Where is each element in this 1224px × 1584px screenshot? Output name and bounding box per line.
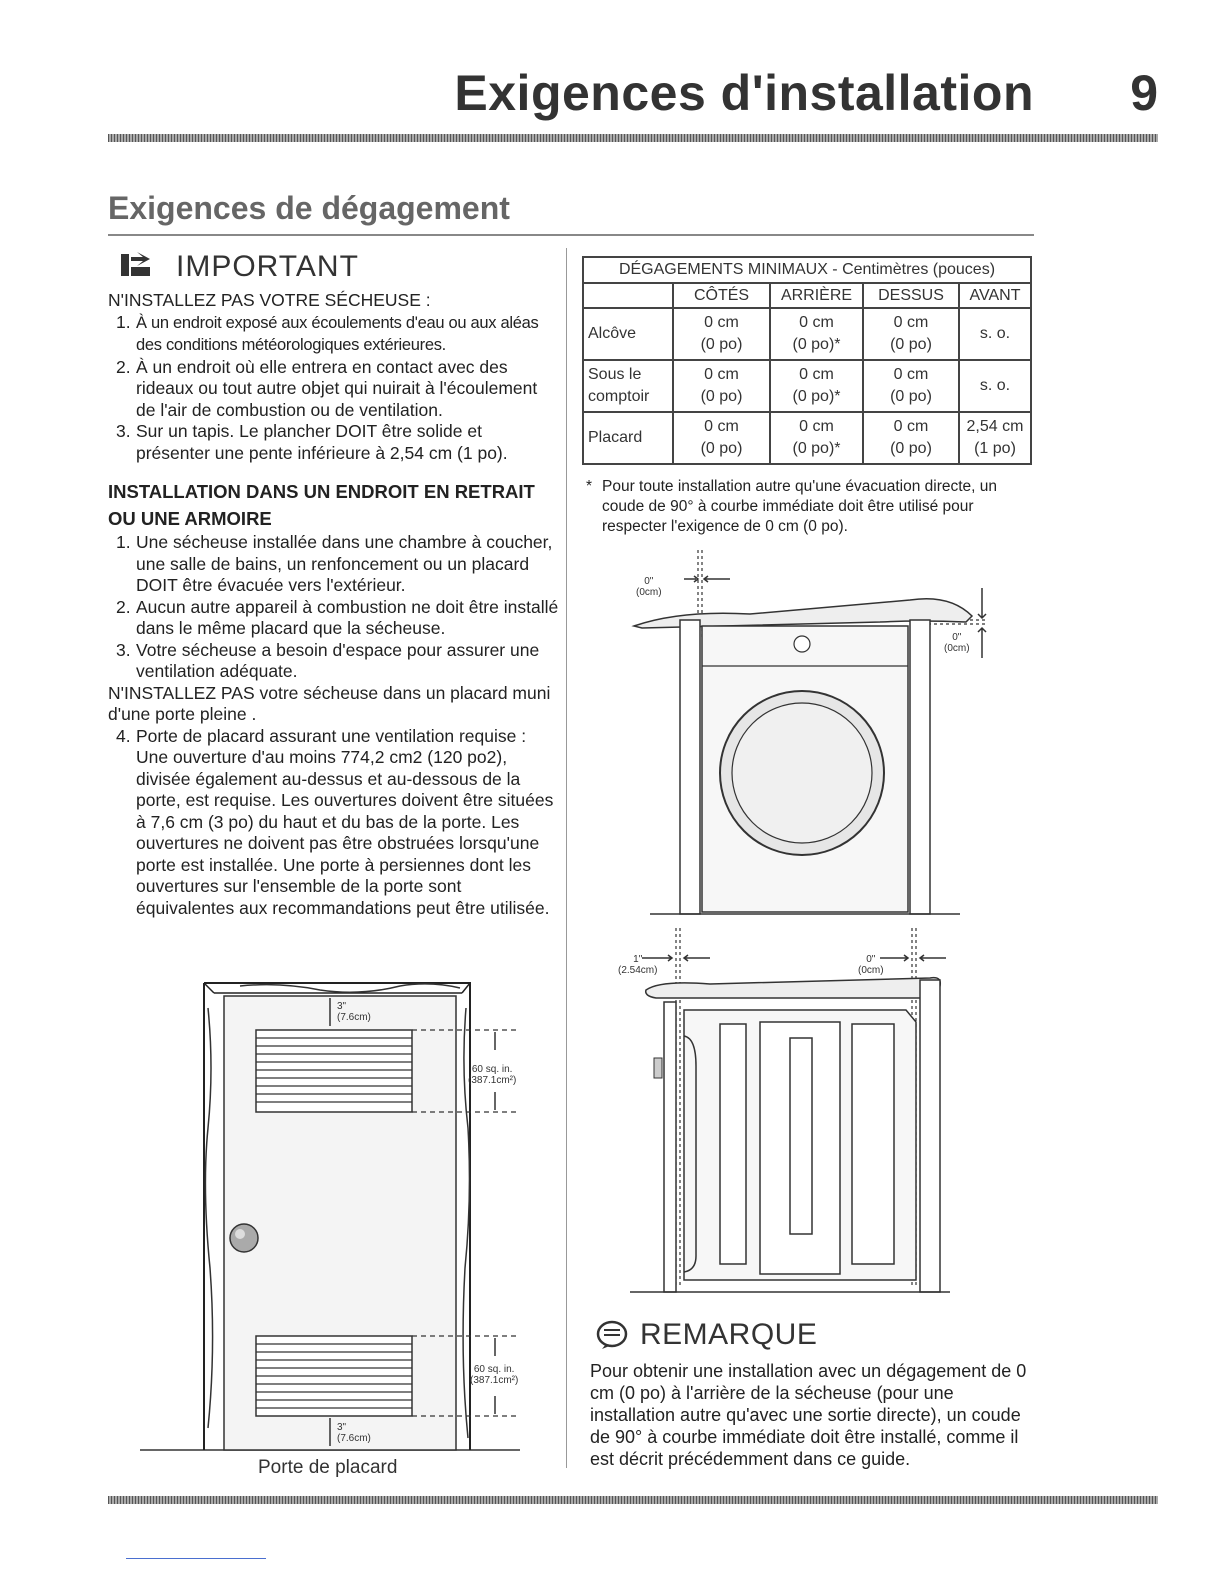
note-text: Pour obtenir une installation avec un dégagement de 0 cm (0 po) à l'arrière de la sécheuse (pour une installation autre qu'avec une sortie directe), un coude de 90° à courbe immédiate doit être installé, comme il est décrit précédemment dans ce guide. [590, 1361, 1027, 1469]
list-item: 4. Porte de placard assurant une ventilation requise : Une ouverture d'au moins 774,2 cm2 (120 po2), divisée également au-dessus et au-dessous de la porte, est requise. Les ouvertures doivent être situées à 7,6 cm (3 po) du haut et du bas de la porte. Les ouvertures ne doivent pas être obstruées lorsqu'une porte est installée. Une porte à persiennes dont les ouvertures sur l'ensemble de la porte sont équivalentes aux recommandations peut être utilisée. [116, 725, 554, 918]
list-item: 1. À un endroit exposé aux écoulements d'eau ou aux aléas des conditions météorologiques extérieures. [116, 311, 539, 354]
recess-heading: INSTALLATION DANS UN ENDROIT EN RETRAIT OU UNE ARMOIRE [108, 481, 535, 529]
table-title: DÉGAGEMENTS MINIMAUX - Centimètres (pouces) [583, 257, 1031, 283]
vent-bottom-label: 60 sq. in. (387.1cm²) [470, 1364, 519, 1386]
recess-warning: N'INSTALLEZ PAS votre sécheuse dans un placard muni d'une porte pleine . [108, 682, 551, 724]
column-divider [566, 248, 567, 1468]
vent-top-label: 60 sq. in. (387.1cm²) [468, 1064, 517, 1086]
recess-list [108, 532, 560, 683]
important-title: IMPORTANT [176, 250, 359, 283]
list-item: 3. Votre sécheuse a besoin d'espace pour assurer une ventilation adéquate. [116, 639, 540, 681]
dryer-side-figure [600, 926, 980, 1296]
door-caption: Porte de placard [258, 1457, 398, 1478]
table-header-row [583, 283, 1031, 308]
important-list [108, 312, 560, 465]
list-item: 1. Une sécheuse installée dans une chambre à coucher, une salle de bains, un renfoncement ou un placard DOIT être évacuée vers l'extérieur. [116, 532, 553, 595]
recess-list-4 [108, 726, 560, 920]
door-knob [230, 1224, 258, 1252]
footer-rule [108, 1496, 1158, 1504]
footer-line [126, 1558, 266, 1559]
list-item: 3. Sur un tapis. Le plancher DOIT être solide et présenter une pente inférieure à 2,54 cm (1 po). [116, 421, 508, 463]
header-rule [108, 134, 1158, 142]
gap-top-label: 3" (7.6cm) [337, 1001, 371, 1023]
section-rule [108, 234, 1034, 236]
clearance-table [582, 256, 1032, 465]
front-side-label: 0" (0cm) [636, 576, 662, 598]
table-footnote: * Pour toute installation autre qu'une évacuation directe, un coude de 90° à courbe immédiate doit être utilisé pour respecter l'exigence de 0 cm (0 po). [586, 478, 998, 535]
col-avant: AVANT [959, 283, 1031, 308]
list-item: 2. À un endroit où elle entrera en contact avec des rideaux ou tout autre objet qui nuirait à l'écoulement de l'air de combustion ou de ventilation. [116, 356, 538, 420]
warning-arrow-icon [121, 251, 151, 279]
side-rear-label: 0" (0cm) [858, 954, 884, 976]
bottom-vent [256, 1336, 412, 1416]
col-dessus: DESSUS [863, 283, 959, 308]
front-top-label: 0" (0cm) [944, 632, 970, 654]
important-block [108, 290, 560, 919]
note-title: REMARQUE [640, 1318, 818, 1351]
page-title: Exigences d'installation [454, 65, 1034, 121]
col-arriere: ARRIÈRE [770, 283, 863, 308]
table-row: Placard 0 cm (0 po) 0 cm (0 po)* 0 cm (0 po) 2,54 cm (1 po) [583, 412, 1031, 464]
list-item: 2. Aucun autre appareil à combustion ne doit être installé dans le même placard que la sécheuse. [116, 596, 559, 638]
page-number: 9 [1130, 65, 1158, 121]
section-title: Exigences de dégagement [108, 190, 510, 226]
gap-bottom-label: 3" (7.6cm) [337, 1422, 371, 1444]
important-intro: N'INSTALLEZ PAS VOTRE SÉCHEUSE : [108, 290, 431, 310]
table-row: Sous le comptoir 0 cm (0 po) 0 cm (0 po)* 0 cm (0 po) s. o. [583, 360, 1031, 412]
top-vent [256, 1030, 412, 1112]
col-cotes: CÔTÉS [673, 283, 770, 308]
note-icon [596, 1320, 632, 1350]
side-front-label: 1" (2.54cm) [618, 954, 658, 976]
table-row: Alcôve 0 cm (0 po) 0 cm (0 po)* 0 cm (0 po) s. o. [583, 308, 1031, 360]
dryer-front-figure [620, 548, 1000, 918]
